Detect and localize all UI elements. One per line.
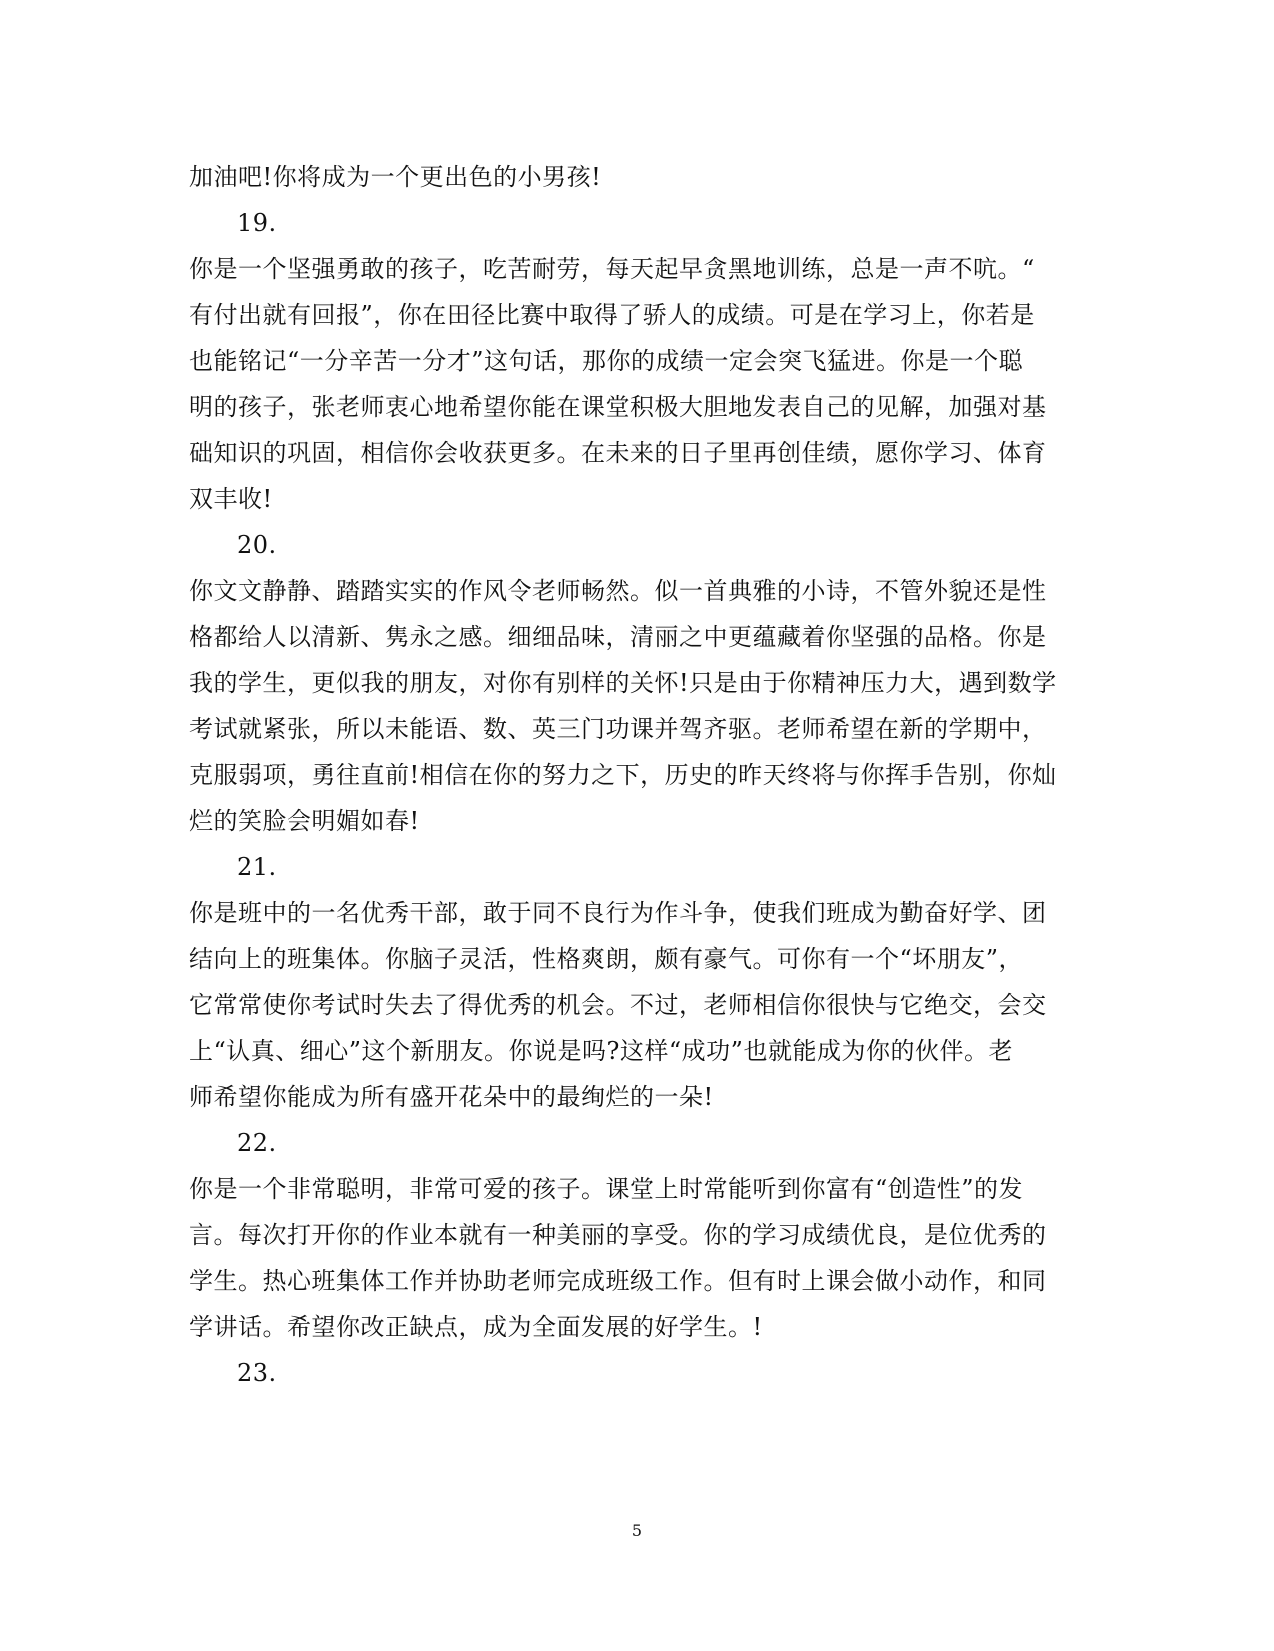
text-line: 也能铭记“一分辛苦一分才”这句话，那你的成绩一定会突飞猛进。你是一个聪 xyxy=(189,347,1024,375)
text-line: 加油吧!你将成为一个更出色的小男孩! xyxy=(189,163,602,191)
text-line: 有付出就有回报”，你在田径比赛中取得了骄人的成绩。可是在学习上，你若是 xyxy=(189,301,1035,329)
text-line: 你是一个坚强勇敢的孩子，吃苦耐劳，每天起早贪黑地训练，总是一声不吭。“ xyxy=(189,255,1035,283)
text-line: 础知识的巩固，相信你会收获更多。在未来的日子里再创佳绩，愿你学习、体育 xyxy=(189,439,1047,467)
text-line: 结向上的班集体。你脑子灵活，性格爽朗，颇有豪气。可你有一个“坏朋友”， xyxy=(189,945,1024,973)
text-line: 双丰收! xyxy=(189,485,273,513)
text-line: 格都给人以清新、隽永之感。细细品味，清丽之中更蕴藏着你坚强的品格。你是 xyxy=(189,623,1047,651)
item-number: 22. xyxy=(237,1129,277,1157)
text-line: 言。每次打开你的作业本就有一种美丽的享受。你的学习成绩优良，是位优秀的 xyxy=(189,1221,1047,1249)
text-line: 你文文静静、踏踏实实的作风令老师畅然。似一首典雅的小诗，不管外貌还是性 xyxy=(189,577,1047,605)
text-line: 你是一个非常聪明，非常可爱的孩子。课堂上时常能听到你富有“创造性”的发 xyxy=(189,1175,1024,1203)
text-line: 克服弱项，勇往直前!相信在你的努力之下，历史的昨天终将与你挥手告别，你灿 xyxy=(189,761,1057,789)
text-line: 上“认真、细心”这个新朋友。你说是吗?这样“成功”也就能成为你的伙伴。老 xyxy=(189,1037,1013,1065)
text-line: 烂的笑脸会明媚如春! xyxy=(189,807,420,835)
item-number: 20. xyxy=(237,531,277,559)
page-number: 5 xyxy=(631,1521,643,1540)
text-line: 明的孩子，张老师衷心地希望你能在课堂积极大胆地发表自己的见解，加强对基 xyxy=(189,393,1047,421)
text-line: 学生。热心班集体工作并协助老师完成班级工作。但有时上课会做小动作，和同 xyxy=(189,1267,1047,1295)
item-number: 23. xyxy=(237,1359,277,1387)
item-number: 21. xyxy=(237,853,277,881)
text-line: 考试就紧张，所以未能语、数、英三门功课并驾齐驱。老师希望在新的学期中， xyxy=(189,715,1047,743)
text-line: 你是班中的一名优秀干部，敢于同不良行为作斗争，使我们班成为勤奋好学、团 xyxy=(189,899,1047,927)
text-line: 我的学生，更似我的朋友，对你有别样的关怀!只是由于你精神压力大，遇到数学 xyxy=(189,669,1057,697)
text-line: 它常常使你考试时失去了得优秀的机会。不过，老师相信你很快与它绝交，会交 xyxy=(189,991,1047,1019)
text-line: 师希望你能成为所有盛开花朵中的最绚烂的一朵! xyxy=(189,1083,714,1111)
item-number: 19. xyxy=(237,209,277,237)
text-line: 学讲话。希望你改正缺点，成为全面发展的好学生。! xyxy=(189,1313,763,1341)
